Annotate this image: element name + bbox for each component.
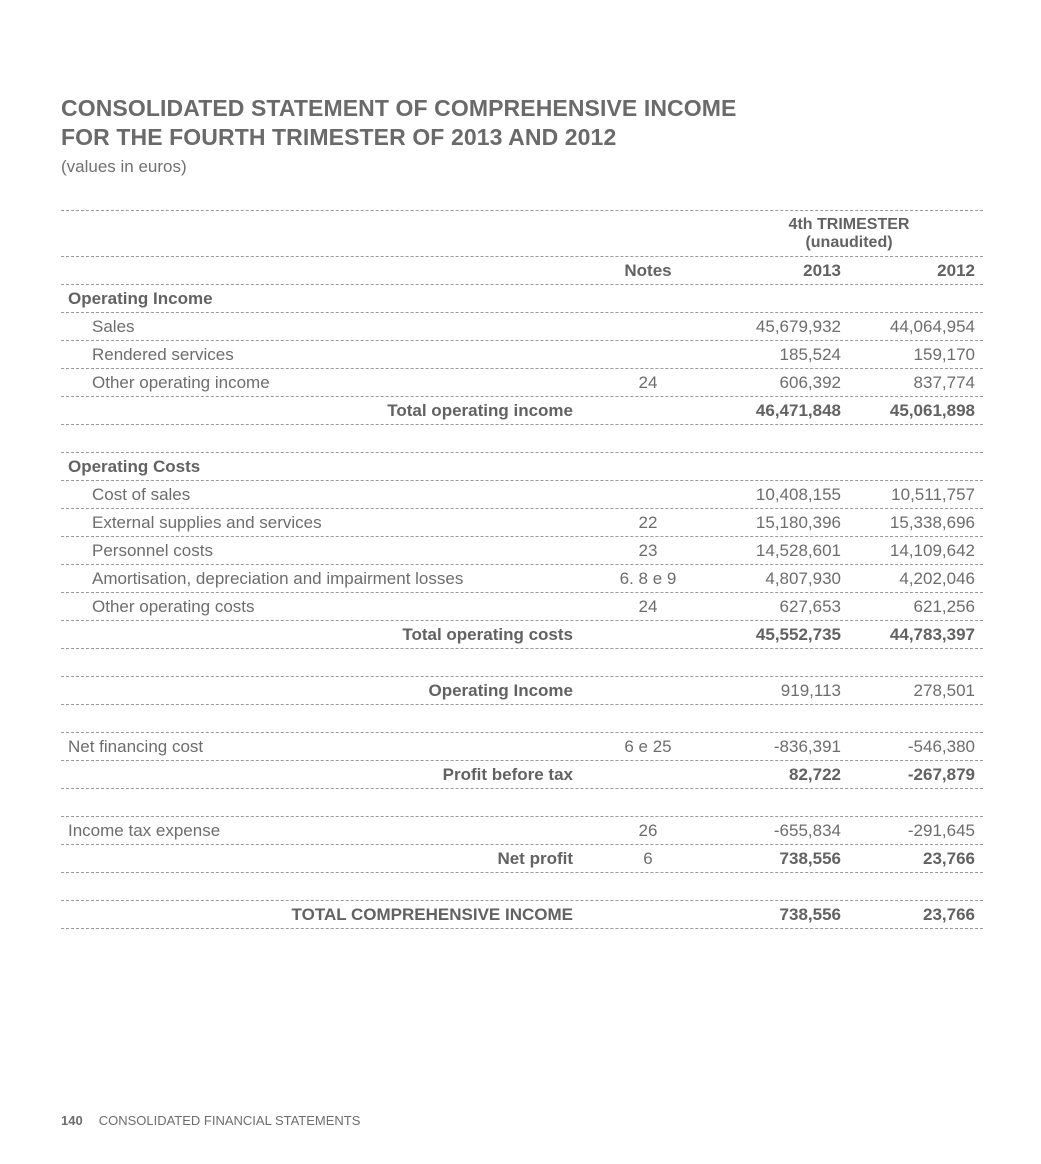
row-value-2012: 23,766 — [923, 905, 975, 924]
row-label: Operating Costs — [68, 457, 201, 476]
table-row-sales — [61, 313, 983, 341]
notes-column-header: Notes — [624, 261, 672, 280]
row-notes: 24 — [638, 597, 658, 616]
table-row-income-tax-expense — [61, 817, 983, 845]
row-label: Other operating income — [92, 373, 270, 392]
table-row-amortisation — [61, 565, 983, 593]
row-value-2012: 14,109,642 — [889, 541, 975, 560]
row-value-2013: 10,408,155 — [755, 485, 841, 504]
row-value-2012: 4,202,046 — [899, 569, 975, 588]
row-notes: 24 — [638, 373, 658, 392]
footer-section-title: CONSOLIDATED FINANCIAL STATEMENTS — [98, 1113, 361, 1128]
row-notes: 6 — [643, 849, 653, 868]
document-header — [61, 94, 981, 178]
row-label: Operating Income — [68, 289, 213, 308]
table-row-other-operating-costs — [61, 593, 983, 621]
row-value-2013: 4,807,930 — [765, 569, 841, 588]
row-value-2013: -655,834 — [773, 821, 841, 840]
table-header-columns-row — [61, 257, 983, 285]
row-value-2013: 45,552,735 — [755, 625, 841, 644]
section-header-operating-income — [61, 285, 983, 313]
row-value-2012: 621,256 — [913, 597, 975, 616]
row-label: Personnel costs — [92, 541, 213, 560]
table-row-net-financing-cost — [61, 733, 983, 761]
row-label: Income tax expense — [68, 821, 221, 840]
section-header-operating-costs — [61, 453, 983, 481]
trimester-column-group-header — [761, 216, 937, 252]
row-value-2013: 606,392 — [779, 373, 841, 392]
row-value-2013: 82,722 — [789, 765, 841, 784]
row-notes: 26 — [638, 821, 658, 840]
row-value-2012: 159,170 — [913, 345, 975, 364]
table-row-spacer — [61, 789, 983, 817]
row-label: Total operating costs — [402, 625, 573, 644]
row-value-2013: 627,653 — [779, 597, 841, 616]
table-row-other-operating-income — [61, 369, 983, 397]
row-label: Profit before tax — [442, 765, 573, 784]
year-2013-column-header: 2013 — [803, 261, 841, 280]
row-value-2013: 919,113 — [780, 681, 841, 700]
unaudited-label: (unaudited) — [805, 234, 893, 251]
table-row-spacer — [61, 873, 983, 901]
row-value-2013: 738,556 — [779, 905, 841, 924]
row-value-2013: 46,471,848 — [755, 401, 841, 420]
row-value-2012: 278,501 — [913, 681, 975, 700]
row-value-2012: 44,064,954 — [889, 317, 975, 336]
row-label: Operating Income — [428, 681, 573, 700]
page-footer — [61, 1113, 360, 1129]
row-label: Rendered services — [92, 345, 234, 364]
page-number: 140 — [61, 1113, 83, 1128]
row-label: External supplies and services — [92, 513, 322, 532]
row-value-2013: 738,556 — [779, 849, 841, 868]
row-value-2012: 45,061,898 — [889, 401, 975, 420]
row-label: Net financing cost — [68, 737, 204, 756]
row-value-2012: 44,783,397 — [889, 625, 975, 644]
table-row-net-profit — [61, 845, 983, 873]
table-row-cost-of-sales — [61, 481, 983, 509]
row-value-2013: 15,180,396 — [755, 513, 841, 532]
table-row-total-operating-costs — [61, 621, 983, 649]
row-value-2012: 10,511,757 — [891, 485, 975, 504]
row-notes: 22 — [638, 513, 658, 532]
table-row-rendered-services — [61, 341, 983, 369]
table-row-total-operating-income — [61, 397, 983, 425]
row-value-2013: 14,528,601 — [755, 541, 841, 560]
statement-title-line-2: FOR THE FOURTH TRIMESTER OF 2013 AND 2012 — [61, 124, 617, 150]
row-value-2013: 185,524 — [779, 345, 841, 364]
row-value-2012: -546,380 — [907, 737, 975, 756]
row-value-2012: 837,774 — [913, 373, 975, 392]
row-value-2012: 23,766 — [923, 849, 975, 868]
table-row-personnel-costs — [61, 537, 983, 565]
table-row-total-comprehensive-income — [61, 901, 983, 929]
row-label: TOTAL COMPREHENSIVE INCOME — [291, 905, 573, 924]
table-header-trimester-row — [61, 211, 983, 257]
row-label: Sales — [92, 317, 135, 336]
row-notes: 6 e 25 — [624, 737, 672, 756]
row-label: Cost of sales — [92, 485, 191, 504]
table-row-operating-income-result — [61, 677, 983, 705]
row-label: Net profit — [497, 849, 573, 868]
row-value-2013: 45,679,932 — [755, 317, 841, 336]
statement-subtitle: (values in euros) — [61, 157, 187, 176]
table-row-external-supplies — [61, 509, 983, 537]
table-row-spacer — [61, 425, 983, 453]
income-statement-table — [61, 210, 983, 929]
statement-title-line-1: CONSOLIDATED STATEMENT OF COMPREHENSIVE INCOME — [61, 95, 737, 121]
row-value-2012: -291,645 — [907, 821, 975, 840]
trimester-label: 4th TRIMESTER — [788, 216, 910, 233]
row-notes: 23 — [638, 541, 658, 560]
row-value-2013: -836,391 — [773, 737, 841, 756]
row-notes: 6. 8 e 9 — [619, 569, 677, 588]
year-2012-column-header: 2012 — [937, 261, 975, 280]
row-label: Other operating costs — [92, 597, 255, 616]
row-value-2012: -267,879 — [907, 765, 975, 784]
row-value-2012: 15,338,696 — [889, 513, 975, 532]
table-row-spacer — [61, 705, 983, 733]
table-row-profit-before-tax — [61, 761, 983, 789]
table-row-spacer — [61, 649, 983, 677]
row-label: Total operating income — [387, 401, 573, 420]
row-label: Amortisation, depreciation and impairment losses — [92, 569, 464, 588]
